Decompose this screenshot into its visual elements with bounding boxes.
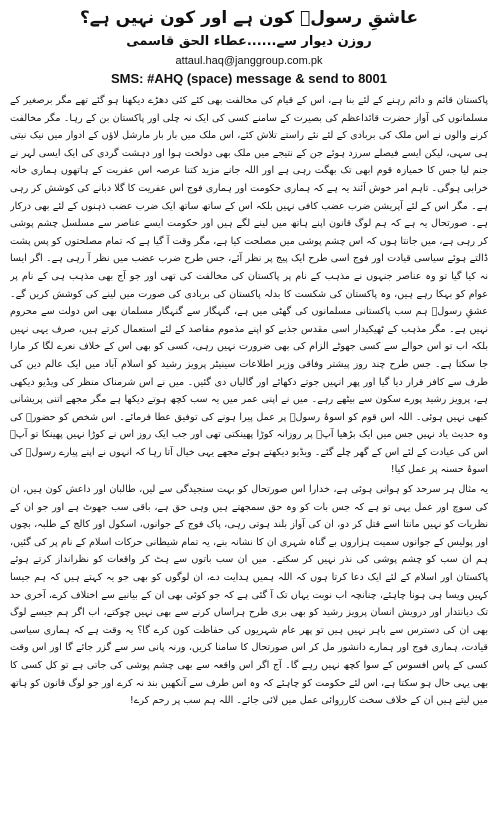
sms-line: SMS: #AHQ (space) message & send to 8001 xyxy=(111,71,387,86)
byline: روزن دیوار سے......عطاء الحق قاسمی xyxy=(126,34,372,49)
article-paragraph: پاکستان قائم و دائم رہنے کے لئے بنا ہے، اس کے قیام کی مخالفت بھی کئے کئی دھڑے دیکھنا ہو گئے تھے مگر برصغیر کے مسلمانوں کی آواز حضرت قائداعظم کی بصیرت کے سامنے کسی کی ایک نہ چلی اور پاکستان بن کے رہا۔ مگر مخالفت کرنے والوں نے اس ملک کی بربادی کے لئے نئے راستے تلاش کئے، اس ملک میں بار بار مارشل لاؤں کے ادوار میں نیک نیتی ہی سہی، لیکن ایسے فیصلے سرزد ہوئے جن کے نتیجے میں ملک بھی دولخت ہوا اور دہشت گردی کی ایک ایسی لہر نے جنم لیا جس کا خمیازہ قوم ابھی تک بھگت رہی ہے اور اللہ جانے مزید کتنا عرصہ اس عفریت کے ہاتھوں ہماری خانہ خرابی ہوگی۔ تاہم امر خوش آئند یہ ہے کہ ہماری حکومت اور ہماری فوج اس عفریت کا گلا دبانے کی کوشش کر رہی ہے۔ مگر اس کے لئے آپریشن ضرب عضب کافی نہیں بلکہ اس کے ساتھ ساتھ ایک ضرب عضب ذہنوں کے لئے بھی درکار ہے۔ صورتحال یہ ہے کہ ہم لوگ قانون اپنے ہاتھ میں لینے لگے ہیں اور حکومت ایسے عناصر سے مسلسل چشم پوشی کر رہی ہے، میں جانتا ہوں کہ اس چشم پوشی میں مصلحت کیا ہے، مگر وقت آ گیا ہے کہ تمام مصلحتوں کو پس پشت ڈالتے ہوئے سیاسی قیادت اور فوج اسی طرح ایک پیج پر نظر آئے، جس طرح ضرب عضب میں نظر آ رہی ہے۔ اگر ایسا نہ کیا گیا تو وہ عناصر جنہوں نے مذہب کے نام پر پاکستان کی مخالفت کی تھی اور جو آج بھی مذہب ہی کے نام پر عوام کو بہکا رہے ہیں، وہ پاکستان کی شکست کا بدلہ پاکستان کی بربادی کی صورت میں لینے کی کوشش کریں گے۔ عشقِ رسولؐ ہم سب پاکستانی مسلمانوں کی گھٹی میں ہے، گنہگار سے گنہگار مسلمان بھی اس دولت سے محروم نہیں ہے۔ مگر مذہب کے ٹھیکیدار اسی مقدس جذبے کو اپنے مذموم مقاصد کے لئے استعمال کرتے ہیں، صرف یہی نہیں بلکہ اب تو اس حوالے سے کسی جھوٹے الزام کی بھی ضرورت نہیں رہی، کسی کو بھی اس کے خلاف نعرے لگا کر مارا جا سکتا ہے۔ جس طرح چند روز پیشتر وفاقی وزیر اطلاعات سینیٹر پرویز رشید کو اسلام آباد میں ایک عالم دین کی طرف سے کافر قرار دیا گیا اور پھر انہیں جوتے دکھائے اور گالیاں دی گئیں۔ میں نے اس شرمناک منظر کی ویڈیو دیکھی ہے، پرویز رشید پورے سکون سے بیٹھے رہے۔ میں نے اپنی عمر میں یہ سب کچھ ہوتے دیکھا ہے مگر مجھے اتنی پریشانی کبھی نہیں ہوئی۔ اللہ اس قوم کو اسوۂ رسولؐ پر عمل پیرا ہونے کی توفیق عطا فرمائے۔ اس شخص کو حضورؐ کی وہ حدیث یاد نہیں جس میں ایک بڑھیا آپؐ پر روزانہ کوڑا پھینکتی تھی اور جب ایک روز اس نے کوڑا نہیں پھینکا تو آپؐ اس کی عیادت کے لئے اس کے گھر چلے گئے۔ ویڈیو دیکھتے ہوئے مجھے یہی خیال آتا رہا کہ انہوں نے اپنے پیارے رسولؐ کی اسوۂ حسنہ پر عمل کیا! xyxy=(10,95,488,476)
article-paragraph: یہ مثال ہر سرحد کو ہوانی ہوئی ہے، خدارا اس صورتحال کو بہت سنجیدگی سے لیں، طالبان اور داعش کون ہیں، ان کی سوچ اور عمل یہی تو ہے کہ جس بات کو وہ حق سمجھتے ہیں وہی حق ہے، باقی سب جھوٹ ہے اور جو ان کے نظریات کو نہیں مانتا اسے قتل کر دو، ان کی آواز بلند ہوتی رہی، پاک فوج کے جوانوں، اسکول اور کالج کے طلبہ، بچوں اور پولیس کے جوانوں سمیت ہزاروں بے گناہ شہری ان کا نشانہ بنے، یہ تمام شیطانی حرکات اسلام کے نام پر کی گئیں، ہم ان سب کو چشم پوشی کی نذر نہیں کر سکتے۔ میں ان سب باتوں سے ہٹ کر واقعات کو نظرانداز کرتے ہوئے پاکستان اور اسلام کے لئے ایک دعا کرتا ہوں کہ اللہ ہمیں ہدایت دے، ان لوگوں کو بھی جو یہ کہتے ہیں کہ ہم جیسا کہیں ویسا ہی ہونا چاہئے، چنانچہ اب نوبت یہاں تک آ گئی ہے کہ جو کوئی بھی ان کے بیانیے سے اختلاف کرے، آخری حد تک دیانتدار اور درویش انسان پرویز رشید کو بھی بری طرح ہراساں کرنے سے بھی نہیں چوکتے، اب اگر ہم جیسے لوگ بھی ان کی دسترس سے باہر نہیں ہیں تو پھر عام شہریوں کی حفاظت کون کرے گا؟ یہ وقت ہے کہ ہماری سیاسی قیادت، ہماری فوج اور ہمارے دانشور مل کر اس صورتحال کا سامنا کریں، ورنہ پانی سر سے گزر جائے گا اور اس وقت کسی کے پاس افسوس کے سوا کچھ نہیں رہے گا۔ آج اگر اس واقعہ سے بھی چشم پوشی کی جاتی ہے تو کل کسی کا بھی یہی حال ہو سکتا ہے، اس لئے حکومت کو چاہئے کہ وہ اس طرف سے آنکھیں بند نہ کرے اور جو لوگ قانون کو ہاتھ میں لیتے ہیں ان کے خلاف سخت کارروائی عمل میں لائی جائے۔ اللہ ہم سب پر رحم کرے! xyxy=(10,484,488,707)
headline: عاشقِ رسولؐ کون ہے اور کون نہیں ہے؟ xyxy=(79,8,419,28)
author-email: attaul.haq@janggroup.com.pk xyxy=(175,55,323,67)
article-body xyxy=(10,92,488,836)
